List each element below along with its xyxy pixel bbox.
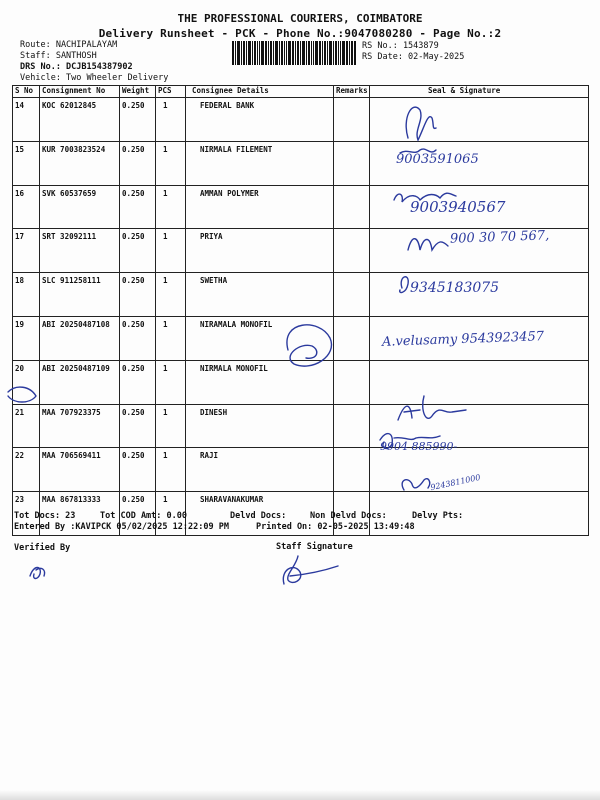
cell-sno: 18: [13, 273, 40, 317]
table-row: [13, 273, 589, 317]
cell-weight: 0.250: [120, 448, 156, 492]
rs-number: RS No.: 1543879: [362, 41, 439, 51]
cell-consignment: SRT 32092111: [40, 229, 120, 273]
cell-signature: [370, 273, 589, 317]
barcode: [232, 41, 356, 65]
cell-pcs: 1: [156, 360, 186, 404]
cell-consignment: MAA 707923375: [40, 404, 120, 448]
cell-remarks: [334, 141, 370, 185]
cell-pcs: 1: [156, 229, 186, 273]
cell-consignee: NIRMALA MONOFIL: [186, 360, 334, 404]
cell-pcs: 1: [156, 98, 186, 142]
handwritten-phone-row16: 9003940567: [410, 198, 506, 216]
col-remarks: Remarks: [334, 86, 370, 98]
cell-weight: 0.250: [120, 185, 156, 229]
cell-remarks: [334, 404, 370, 448]
staff-label: Staff: SANTHOSH: [20, 51, 97, 61]
cell-sno: 19: [13, 316, 40, 360]
drs-number: DRS No.: DCJB154387902: [20, 62, 133, 72]
cell-remarks: [334, 185, 370, 229]
table-row: [13, 185, 589, 229]
table-row: [13, 404, 589, 448]
cell-pcs: 1: [156, 273, 186, 317]
cell-consignee: NIRAMALA MONOFIL: [186, 316, 334, 360]
cell-consignee: SWETHA: [186, 273, 334, 317]
cell-weight: 0.250: [120, 141, 156, 185]
verified-by-label: Verified By: [14, 543, 71, 553]
handwritten-name-row19: A.velusamy 9543923457: [381, 329, 545, 350]
route-label: Route: NACHIPALAYAM: [20, 40, 118, 50]
cell-sno: 17: [13, 229, 40, 273]
rs-date: RS Date: 02-May-2025: [362, 52, 465, 62]
vehicle-label: Vehicle: Two Wheeler Delivery: [20, 73, 169, 83]
cell-consignee: FEDERAL BANK: [186, 98, 334, 142]
cell-pcs: 1: [156, 185, 186, 229]
staff-signature-mark: [283, 556, 338, 584]
cell-consignee: RAJI: [186, 448, 334, 492]
staff-signature-label: Staff Signature: [276, 542, 353, 552]
col-weight: Weight: [120, 86, 156, 98]
cell-remarks: [334, 273, 370, 317]
document-subtitle: Delivery Runsheet - PCK - Phone No.:9047080280 - Page No.:2: [98, 27, 502, 40]
cell-sno: 21: [13, 404, 40, 448]
table-row: [13, 316, 589, 360]
cell-consignment: ABI 20250487109: [40, 360, 120, 404]
handwritten-phone-row18: 9345183075: [410, 280, 500, 296]
total-docs: Tot Docs: 23: [14, 511, 76, 521]
cell-weight: 0.250: [120, 98, 156, 142]
document-title: THE PROFESSIONAL COURIERS, COIMBATORE: [177, 12, 423, 25]
scan-edge: [0, 790, 600, 800]
col-consignee: Consignee Details: [186, 86, 334, 98]
cell-remarks: [334, 316, 370, 360]
table-row: [13, 229, 589, 273]
cell-sno: 23: [13, 492, 40, 536]
table-row: [13, 360, 589, 404]
cell-weight: 0.250: [120, 229, 156, 273]
cell-weight: 0.250: [120, 360, 156, 404]
table-row: [13, 141, 589, 185]
cell-sno: 16: [13, 185, 40, 229]
cell-consignment: MAA 706569411: [40, 448, 120, 492]
cell-remarks: [334, 448, 370, 492]
cell-consignment: KUR 7003823524: [40, 141, 120, 185]
col-signature: Seal & Signature: [370, 86, 589, 98]
cell-remarks: [334, 229, 370, 273]
cell-pcs: 1: [156, 492, 186, 536]
handwritten-phone-row17: 900 30 70 567,: [449, 228, 550, 247]
cell-consignment: ABI 20250487108: [40, 316, 120, 360]
cell-consignee: SHARAVANAKUMAR: [186, 492, 334, 536]
col-sno: S No: [13, 86, 40, 98]
cell-consignee: NIRMALA FILEMENT: [186, 141, 334, 185]
cell-consignment: MAA 867813333: [40, 492, 120, 536]
cell-consignee: PRIYA: [186, 229, 334, 273]
cell-consignment: KOC 62012845: [40, 98, 120, 142]
table-row: [13, 448, 589, 492]
entered-by: Entered By :KAVIPCK 05/02/2025 12:22:09 PM: [14, 522, 229, 532]
cell-remarks: [334, 98, 370, 142]
delivery-points: Delvy Pts:: [412, 511, 464, 521]
total-cod-amount: Tot COD Amt: 0.00: [100, 511, 187, 521]
verified-signature: [30, 568, 45, 579]
cell-signature: [370, 98, 589, 142]
cell-sno: 15: [13, 141, 40, 185]
table-row: [13, 98, 589, 142]
cell-pcs: 1: [156, 404, 186, 448]
cell-pcs: 1: [156, 448, 186, 492]
cell-signature: [370, 185, 589, 229]
cell-weight: 0.250: [120, 316, 156, 360]
cell-weight: 0.250: [120, 492, 156, 536]
cell-consignment: SVK 60537659: [40, 185, 120, 229]
cell-weight: 0.250: [120, 404, 156, 448]
cell-pcs: 1: [156, 141, 186, 185]
cell-signature: [370, 404, 589, 448]
cell-sno: 14: [13, 98, 40, 142]
cell-weight: 0.250: [120, 273, 156, 317]
cell-signature: [370, 141, 589, 185]
cell-consignment: SLC 911258111: [40, 273, 120, 317]
cell-sno: 22: [13, 448, 40, 492]
runsheet-table: [12, 85, 589, 536]
non-delivered-docs: Non Delvd Docs:: [310, 511, 387, 521]
handwritten-phone-row22: 9904 885990-: [380, 440, 458, 453]
table-header-row: [13, 86, 589, 98]
cell-signature: [370, 448, 589, 492]
cell-consignee: AMMAN POLYMER: [186, 185, 334, 229]
cell-signature: [370, 229, 589, 273]
col-consignment: Consignment No: [40, 86, 120, 98]
handwritten-phone-row23: 9243811000: [429, 472, 482, 493]
cell-remarks: [334, 360, 370, 404]
printed-on: Printed On: 02-05-2025 13:49:48: [256, 522, 415, 532]
col-pcs: PCS: [156, 86, 186, 98]
cell-consignee: DINESH: [186, 404, 334, 448]
cell-signature: [370, 360, 589, 404]
handwritten-phone-row15: 9003591065: [396, 152, 479, 167]
delivered-docs: Delvd Docs:: [230, 511, 287, 521]
cell-pcs: 1: [156, 316, 186, 360]
cell-sno: 20: [13, 360, 40, 404]
cell-signature: [370, 316, 589, 360]
